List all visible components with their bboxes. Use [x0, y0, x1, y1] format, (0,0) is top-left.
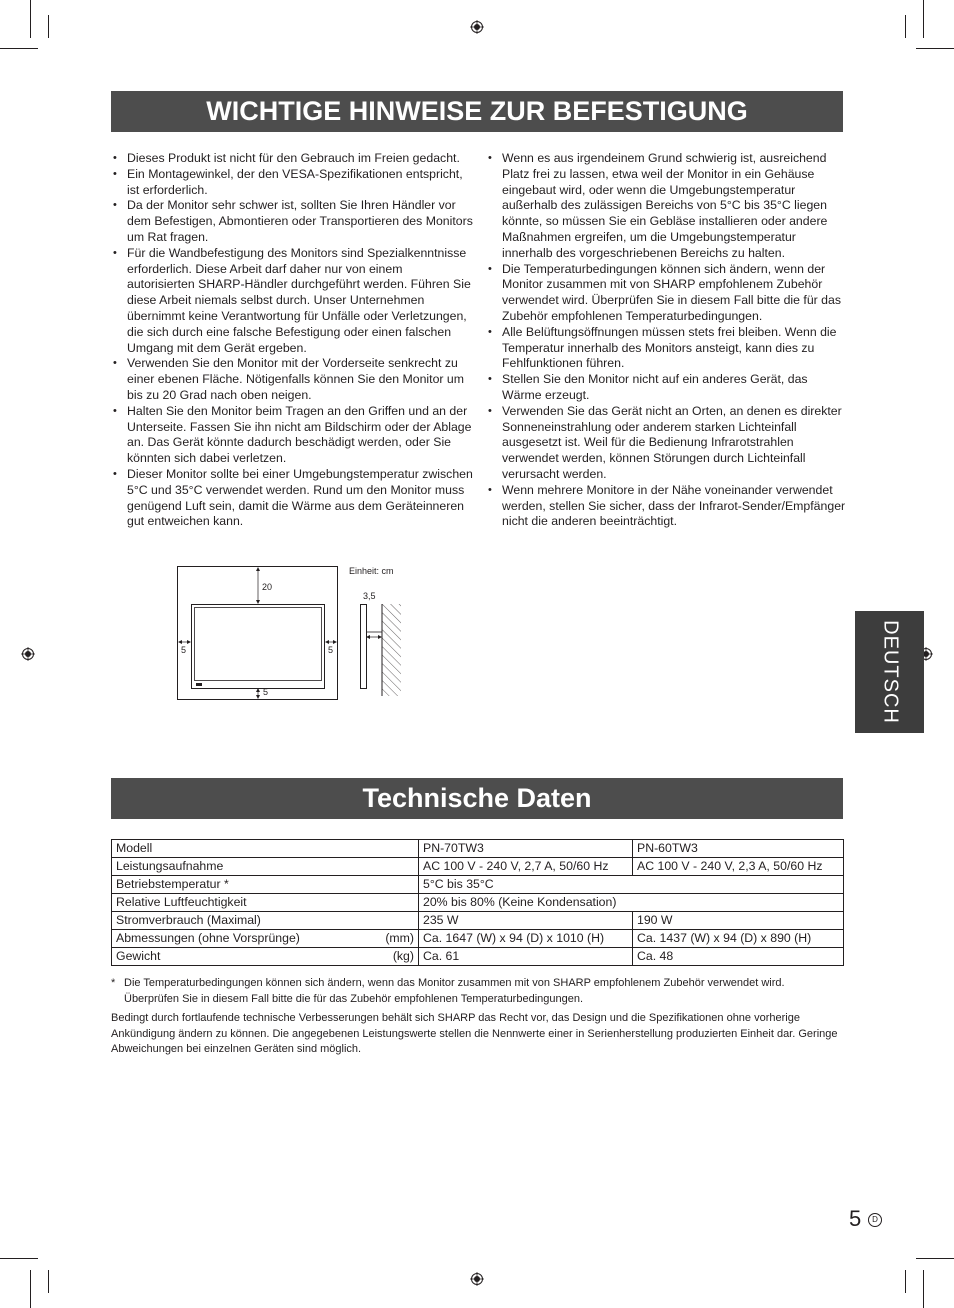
list-item: • Halten Sie den Monitor beim Tragen an den Griffen und an der Unterseite. Fassen Sie ihn nicht am Bildschirm oder der Ablage an. Das Gerät könnte dadurch beschädigt werden, oder Sie könnten sich dabei verletzen. [111, 404, 473, 467]
table-cell: Stromverbrauch (Maximal) [112, 912, 419, 930]
wall-hatch [382, 604, 401, 696]
monitor-outline [192, 605, 325, 689]
table-cell: 5°C bis 35°C [419, 876, 844, 894]
monitor-side-view [361, 605, 367, 689]
page-number: 5 [849, 1206, 862, 1231]
dim-bottom-label: 5 [263, 687, 269, 697]
crop-mark [30, 0, 31, 38]
dim-right-label: 5 [328, 645, 334, 655]
table-cell: PN-60TW3 [633, 840, 844, 858]
row-unit: (kg) [392, 949, 414, 963]
section-title-installation [111, 91, 843, 132]
table-cell: PN-70TW3 [419, 840, 633, 858]
table-header-row [112, 840, 844, 858]
list-item: • Die Temperaturbedingungen können sich ändern, wenn der Monitor zusammen mit von SHARP empfohlenem Zubehör verwendet wird. Überprüfen Sie in diesem Fall bitte die für das Zubehör empfohlenen Temperaturbedingungen. [486, 262, 848, 325]
table-cell: Ca. 1437 (W) x 94 (D) x 890 (H) [633, 930, 844, 948]
table-cell [112, 930, 419, 948]
list-item: • Alle Belüftungsöffnungen müssen stets frei bleiben. Wenn die Temperatur innerhalb des Monitors ansteigt, kann dies zu Fehlfunktionen führen. [486, 325, 848, 372]
table-row [112, 930, 844, 948]
crop-mark [923, 1270, 924, 1308]
crop-mark [0, 1258, 38, 1259]
row-label: Abmessungen (ohne Vorsprünge) [116, 931, 300, 945]
crop-mark [48, 15, 49, 38]
footnote-mark: * [111, 977, 116, 989]
table-row [112, 858, 844, 876]
registration-mark-icon [21, 647, 35, 661]
language-tab-label: DEUTSCH [879, 620, 901, 724]
crop-mark [30, 1270, 31, 1308]
unit-label: Einheit: cm [349, 566, 394, 576]
table-cell: Modell [112, 840, 419, 858]
footnote-text: Die Temperaturbedingungen können sich ändern, wenn das Monitor zusammen mit von SHARP empfohlenem Zubehör verwendet wird. Überprüfen Sie in diesem Fall bitte die für das Zubehör empfohlenen Temperaturbedingungen. [124, 977, 785, 1005]
list-item: • Stellen Sie den Monitor nicht auf ein anderes Gerät, das Wärme erzeugt. [486, 372, 848, 404]
table-cell: 190 W [633, 912, 844, 930]
registration-mark-icon [470, 1272, 484, 1286]
list-item: • Ein Montagewinkel, der den VESA-Spezifikationen entspricht, ist erforderlich. [111, 167, 473, 199]
table-cell: Ca. 1647 (W) x 94 (D) x 1010 (H) [419, 930, 633, 948]
table-cell: AC 100 V - 240 V, 2,3 A, 50/60 Hz [633, 858, 844, 876]
specifications-table [111, 839, 844, 966]
crop-mark [905, 15, 906, 38]
crop-mark [923, 0, 924, 38]
clearance-diagram [170, 562, 410, 704]
footnote [111, 976, 841, 1007]
list-item: • Dieses Produkt ist nicht für den Gebrauch im Freien gedacht. [111, 151, 473, 167]
table-cell: AC 100 V - 240 V, 2,7 A, 50/60 Hz [419, 858, 633, 876]
dim-depth-label: 3,5 [363, 591, 376, 601]
table-cell: Ca. 48 [633, 948, 844, 966]
section-title-text: WICHTIGE HINWEISE ZUR BEFESTIGUNG [206, 96, 748, 126]
section-title-text: Technische Daten [362, 783, 592, 813]
crop-mark [916, 48, 954, 49]
monitor-logo [196, 683, 202, 686]
list-item: • Für die Wandbefestigung des Monitors sind Spezialkenntnisse erforderlich. Diese Arbeit darf daher nur von einem autorisierten SHARP-Händler durchgeführt werden. Führen Sie diese Arbeit niemals selbst durch. Unser Unternehmen übernimmt keine Verantwortung für Unfälle oder Verletzungen, die sich durch eine falsche Befestigung oder einen falschen Umgang mit dem Gerät ergeben. [111, 246, 473, 357]
crop-mark [0, 48, 38, 49]
list-item: • Wenn mehrere Monitore in der Nähe voneinander verwendet werden, stellen Sie sicher, dass der Infrarot-Sender/Empfänger nicht die anderen beeinträchtigt. [486, 483, 848, 530]
table-row [112, 876, 844, 894]
installation-notes-right [486, 151, 848, 530]
table-cell: Ca. 61 [419, 948, 633, 966]
crop-mark [48, 1270, 49, 1293]
monitor-screen [195, 608, 322, 681]
registration-mark-icon [470, 20, 484, 34]
language-badge: D [868, 1213, 882, 1227]
table-cell: 20% bis 80% (Keine Kondensation) [419, 894, 844, 912]
table-cell: Relative Luftfeuchtigkeit [112, 894, 419, 912]
section-title-specifications [111, 778, 843, 819]
list-item: • Da der Monitor sehr schwer ist, sollten Sie Ihren Händler vor dem Befestigen, Abmontieren oder Transportieren des Monitors um Rat fragen. [111, 198, 473, 245]
enclosure-outline [178, 567, 338, 700]
list-item: • Verwenden Sie das Gerät nicht an Orten, an denen es direkter Sonneneinstrahlung oder anderem starken Lichteinfall ausgesetzt ist. Weil für die Bedienung Infrarotstrahlen verwendet werden, können Störungen durch Lichteinfall verursacht werden. [486, 404, 848, 483]
table-cell: Leistungsaufnahme [112, 858, 419, 876]
installation-notes-left [111, 151, 473, 530]
table-row [112, 948, 844, 966]
list-item: • Dieser Monitor sollte bei einer Umgebungstemperatur zwischen 5°C und 35°C verwendet werden. Rund um den Monitor muss genügend Luft sein, damit die Wärme aus dem Geräteinneren gut entweichen kann. [111, 467, 473, 530]
row-unit: (mm) [385, 931, 414, 945]
table-row [112, 912, 844, 930]
table-cell: Betriebstemperatur * [112, 876, 419, 894]
dim-top-label: 20 [262, 582, 273, 592]
list-item: • Wenn es aus irgendeinem Grund schwierig ist, ausreichend Platz frei zu lassen, etwa weil der Monitor in ein Gehäuse eingebaut wird, oder wenn die Umgebungstemperatur außerhalb des zulässigen Bereichs von 5°C bis 35°C liegen könnte, so müssen Sie ein Gebläse installieren oder andere Maßnahmen ergreifen, um die Umgebungstemperatur innerhalb des vorgeschriebenen Bereichs zu halten. [486, 151, 848, 262]
row-label: Gewicht [116, 949, 161, 963]
table-cell: 235 W [419, 912, 633, 930]
list-item: • Verwenden Sie den Monitor mit der Vorderseite senkrecht zu einer ebenen Fläche. Nötigenfalls können Sie den Monitor um bis zu 20 Grad nach oben neigen. [111, 356, 473, 403]
disclaimer: Bedingt durch fortlaufende technische Verbesserungen behält sich SHARP das Recht vor, das Design und die Spezifikationen ohne vorherige Ankündigung ändern zu können. Die angegebenen Leistungswerte stellen die Nennwerte einer in Serienherstellung produzierten Einheit dar. Geringe Abweichungen bei einzelnen Geräten sind möglich. [111, 1012, 838, 1055]
table-cell [112, 948, 419, 966]
language-tab [855, 611, 924, 733]
crop-mark [905, 1270, 906, 1293]
table-row [112, 894, 844, 912]
crop-mark [916, 1258, 954, 1259]
dim-left-label: 5 [181, 645, 187, 655]
